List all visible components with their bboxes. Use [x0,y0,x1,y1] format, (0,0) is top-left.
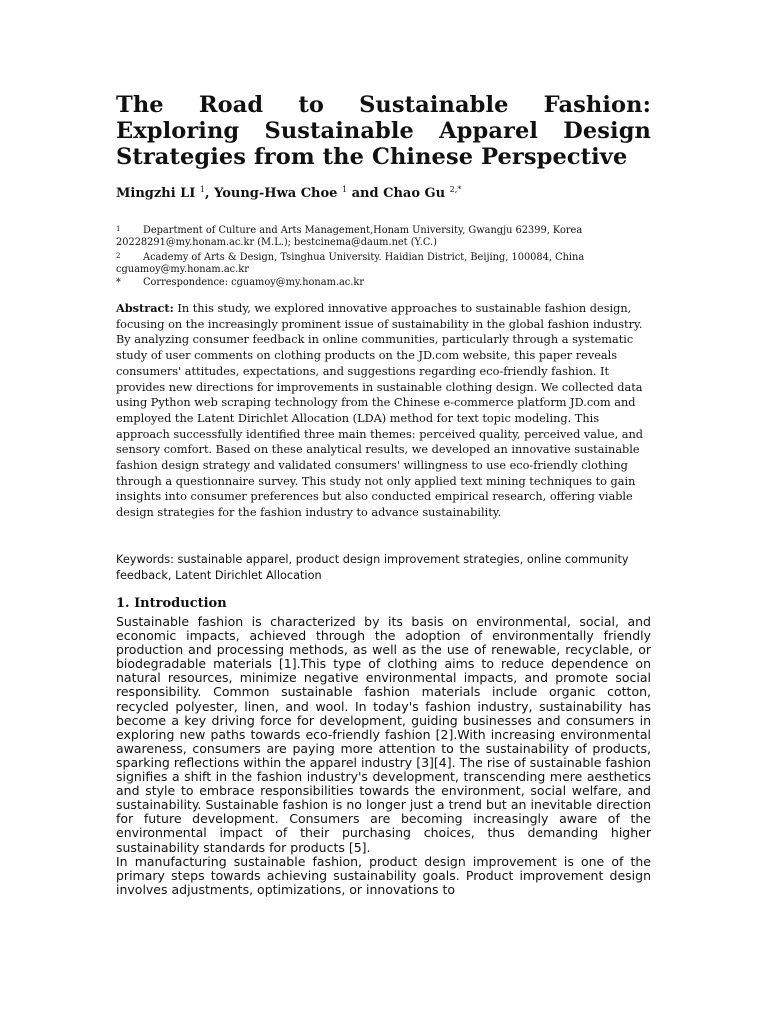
paper-title: The Road to Sustainable Fashion: Exploring Sustainable Apparel Design Strategies from the Chinese Perspective [116,92,651,170]
author-name: Mingzhi LI [116,186,196,201]
affiliation-line [116,237,651,249]
author-separator: , [205,186,215,201]
abstract [116,301,651,521]
affiliation-marker: 2 [116,251,121,260]
body-paragraph: Sustainable fashion is characterized by its basis on environmental, social, and economic impacts, achieved through the adoption of environmentally friendly production and processing methods, as well as the use of renewable, recyclable, or biodegradable materials [1].This type of clothing aims to reduce dependence on natural resources, minimize negative environmental impacts, and promote social responsibility. Common sustainable fashion materials include organic cotton, recycled polyester, linen, and wool. In today's fashion industry, sustainability has become a key driving force for development, guiding businesses and consumers in exploring new paths towards eco-friendly fashion [2].With increasing environmental awareness, consumers are paying more attention to the sustainability of products, sparking reflections within the apparel industry [3][4]. The rise of sustainable fashion signifies a shift in the fashion industry's development, transcending mere aesthetics and style to embrace responsibilities towards the environment, social welfare, and sustainability. Sustainable fashion is no longer just a trend but an inevitable direction for future development. Consumers are becoming increasingly aware of the environmental impact of their purchasing choices, thus demanding higher sustainability standards for products [5]. [116,614,651,855]
affiliation-text: cguamoy@my.honam.ac.kr [116,264,249,276]
correspondence-line [116,277,651,289]
author-name: Chao Gu [383,186,446,201]
affiliation-text: Department of Culture and Arts Management,Honam University, Gwangju 62399, Korea [143,225,583,236]
abstract-label: Abstract: [116,301,174,315]
introduction-body [116,615,651,897]
affiliation-line [116,264,651,276]
affiliation-line [116,223,651,237]
affiliation-line [116,250,651,264]
affiliations [116,223,651,289]
author-line [116,185,651,201]
body-paragraph: In manufacturing sustainable fashion, product design improvement is one of the primary steps towards achieving sustainability goals. Product improvement design involves adjustments, optimizations, or innovations to [116,854,651,897]
author-affiliation-mark: 2,* [449,185,462,194]
author-name: Young-Hwa Choe [214,186,338,201]
affiliation-text: 20228291@my.honam.ac.kr (M.L.); bestcinema@daum.net (Y.C.) [116,237,437,249]
affiliation-text: Academy of Arts & Design, Tsinghua University. Haidian District, Beijing, 100084, China [143,251,585,263]
section-heading-introduction: 1. Introduction [116,596,227,611]
author-separator: and [347,186,384,201]
abstract-text: In this study, we explored innovative approaches to sustainable fashion design, focusing on the increasingly prominent issue of sustainability in the global fashion industry. By analyzing consumer feedback in online communities, particularly through a systematic study of user comments on clothing products on the JD.com website, this paper reveals consumers' attitudes, expectations, and suggestions regarding eco-friendly fashion. It provides new directions for improvements in sustainable clothing design. We collected data using Python web scraping technology from the Chinese e-commerce platform JD.com and employed the Latent Dirichlet Allocation (LDA) method for text topic modeling. This approach successfully identified three main themes: perceived quality, perceived value, and sensory comfort. Based on these analytical results, we developed an innovative sustainable fashion design strategy and validated consumers' willingness to use eco-friendly clothing through a questionnaire survey. This study not only applied text mining techniques to gain insights into consumer preferences but also conducted empirical research, offering viable design strategies for the fashion industry to advance sustainability. [116,302,644,520]
affiliation-marker: 1 [116,225,121,233]
correspondence-text: Correspondence: cguamoy@my.honam.ac.kr [143,276,365,288]
author-affiliation-mark: 1 [341,185,348,194]
correspondence-marker: * [116,276,121,288]
keywords: Keywords: sustainable apparel, product design improvement strategies, online community feedback, Latent Dirichlet Allocation [116,553,629,582]
author-affiliation-mark: 1 [199,185,206,194]
